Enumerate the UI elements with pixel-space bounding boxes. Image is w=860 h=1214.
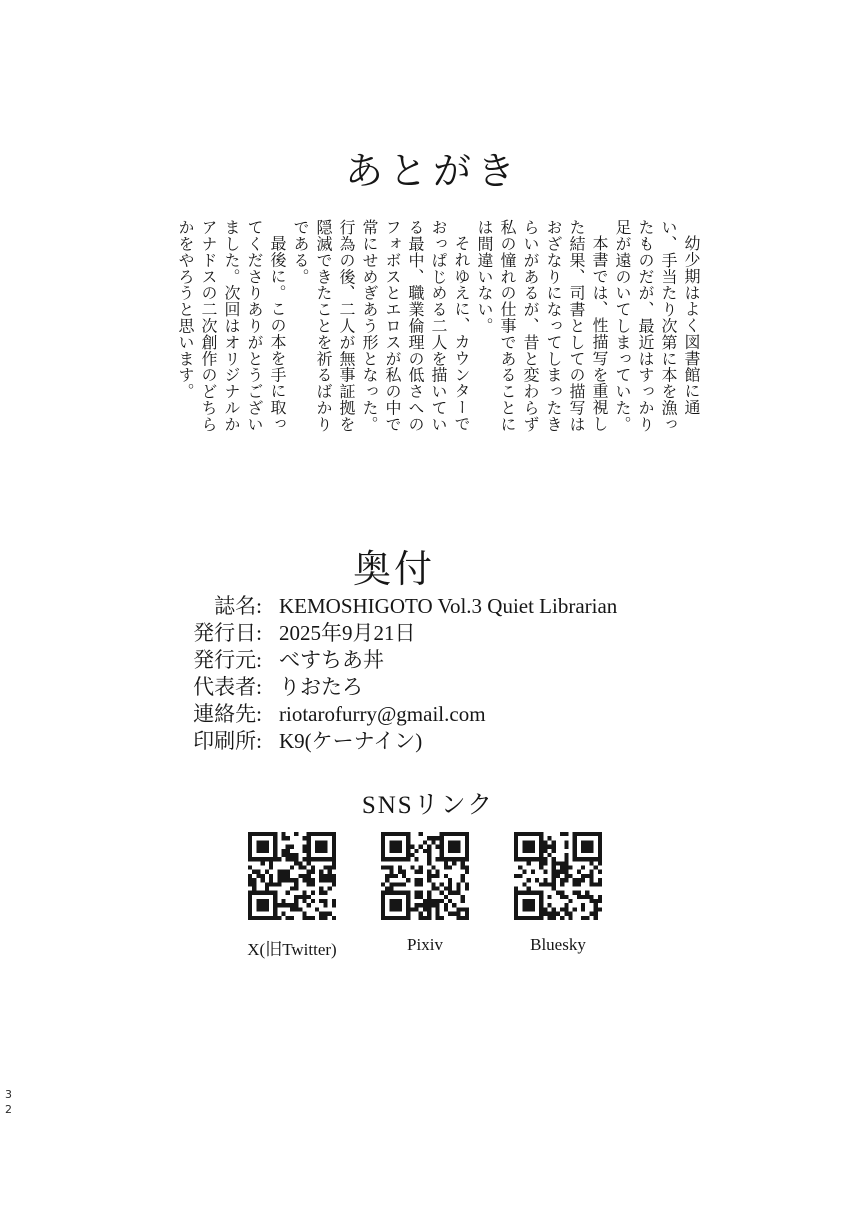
afterword-column: てくださりありがとうござい: [245, 219, 262, 433]
sns-qr-row: [248, 832, 602, 960]
colophon-row: [150, 593, 617, 620]
afterword-column: は間違いない。: [475, 219, 492, 334]
colophon-label: 発行元:: [193, 648, 262, 672]
colophon-label: 誌名:: [214, 594, 262, 618]
colophon-row: [150, 674, 617, 701]
afterword-column: ました。次回はオリジナルか: [222, 219, 239, 433]
colophon-row: [150, 620, 617, 647]
colophon-row: [150, 701, 617, 728]
afterword-column: 本書では、性描写を重視し: [590, 235, 607, 432]
afterword-column: 行為の後、二人が無事証拠を: [337, 219, 354, 433]
colophon-table: [150, 593, 617, 755]
colophon-value: りおたろ: [279, 675, 363, 699]
sns-link-card: [381, 832, 469, 960]
afterword-column: おざなりになってしまったき: [544, 219, 561, 433]
afterword-column: かをやろうと思います。: [176, 219, 193, 400]
colophon-title: 奥付: [352, 549, 435, 591]
colophon-value: KEMOSHIGOTO Vol.3 Quiet Librarian: [279, 594, 618, 618]
afterword-column: る最中、職業倫理の低さへの: [406, 219, 423, 433]
afterword-column: 最後に。この本を手に取っ: [268, 235, 285, 432]
page-number: 32: [2, 1088, 15, 1118]
sns-link-label: X(旧Twitter): [247, 940, 337, 959]
afterword-column: 私の憧れの仕事であることに: [498, 219, 515, 433]
afterword-text: [173, 219, 702, 433]
colophon-label: 代表者:: [193, 675, 262, 699]
afterword-column: い、手当たり次第に本を漁っ: [659, 219, 676, 433]
sns-link-label: Bluesky: [530, 935, 586, 954]
afterword-column: たものだが、最近はすっかり: [636, 219, 653, 433]
colophon-label: 連絡先:: [193, 702, 262, 726]
qr-code-icon: [381, 832, 469, 920]
afterword-column: 隠滅できたことを祈るばかり: [314, 219, 331, 433]
afterword-column: である。: [291, 219, 308, 285]
colophon-value: riotarofurry@gmail.com: [279, 702, 486, 726]
colophon-value: K9(ケーナイン): [279, 729, 423, 753]
sns-link-label: Pixiv: [407, 935, 443, 954]
sns-link-card: [248, 832, 336, 960]
afterword-column: た結果、司書としての描写は: [567, 219, 584, 433]
sns-link-card: [514, 832, 602, 960]
afterword-column: 常にせめぎあう形となった。: [360, 219, 377, 433]
colophon-value: べすちあ丼: [279, 648, 384, 672]
sns-links-title: SNSリンク: [361, 792, 495, 819]
colophon-label: 印刷所:: [193, 729, 262, 753]
qr-code-icon: [248, 832, 336, 920]
afterword-column: らいがあるが、昔と変わらず: [521, 219, 538, 433]
qr-code-icon: [514, 832, 602, 920]
colophon-row: [150, 728, 617, 755]
colophon-row: [150, 647, 617, 674]
colophon-value: 2025年9月21日: [279, 621, 416, 645]
afterword-column: おっぱじめる二人を描いてい: [429, 219, 446, 433]
afterword-column: それゆえに、カウンターで: [452, 235, 469, 432]
afterword-column: アナドスの二次創作のどちら: [199, 219, 216, 433]
afterword-column: 幼少期はよく図書館に通: [682, 235, 699, 416]
afterword-column: 足が遠のいてしまっていた。: [613, 219, 630, 433]
colophon-label: 発行日:: [193, 621, 262, 645]
afterword-title: あとがき: [344, 151, 521, 193]
afterword-column: フォボスとエロスが私の中で: [383, 219, 400, 433]
